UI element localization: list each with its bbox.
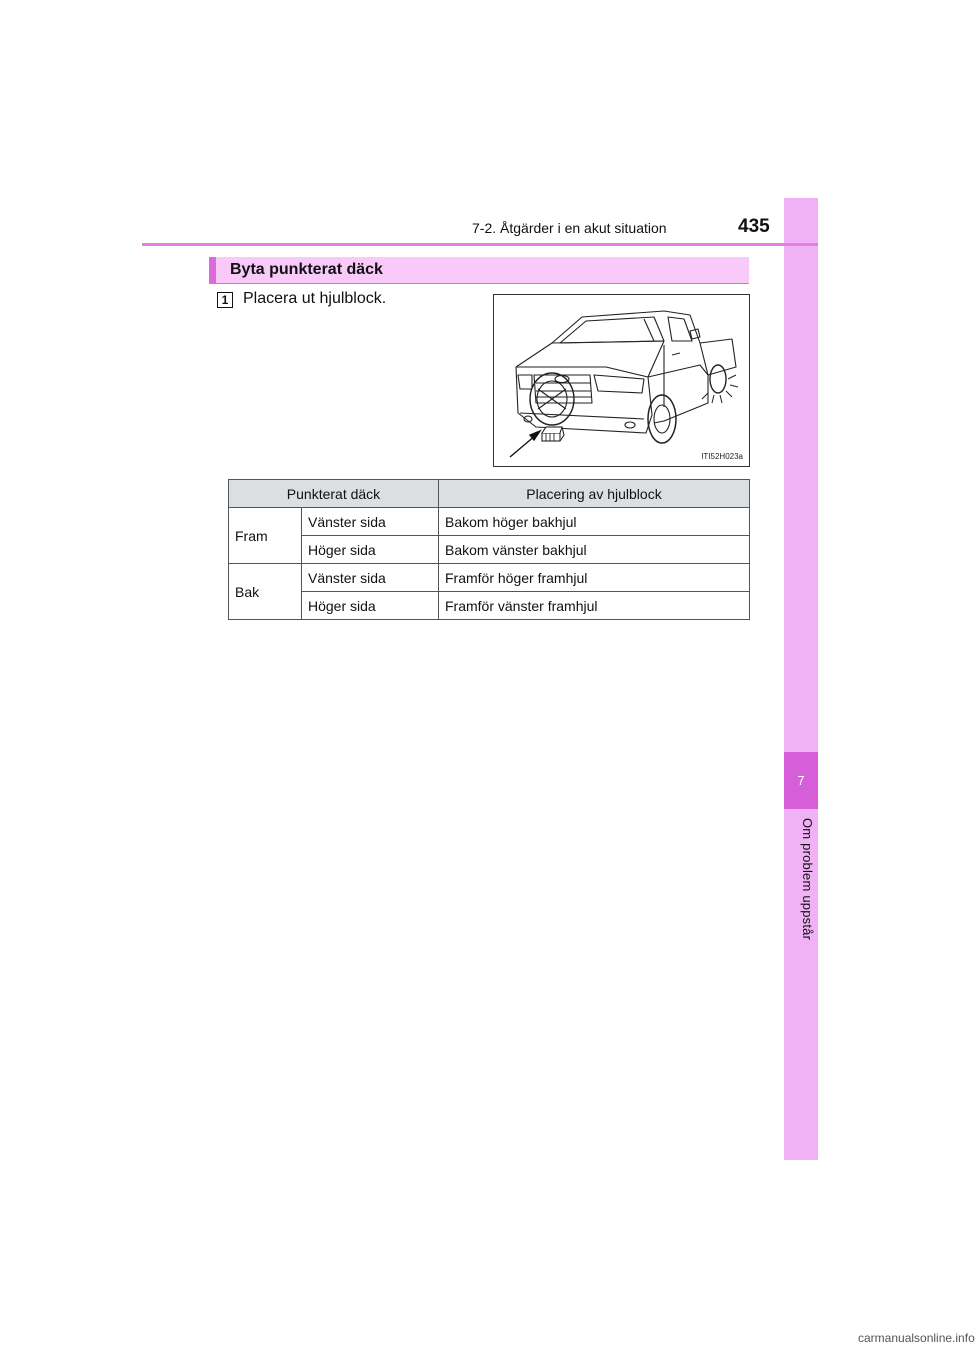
chapter-number-badge: 7 (784, 752, 818, 809)
wheel-chock-illustration (493, 294, 750, 467)
table-row (229, 564, 750, 592)
figure-code: ITI52H023a (701, 452, 743, 461)
table-cell-side: Vänster sida (302, 508, 439, 536)
table-row (229, 536, 750, 564)
table-cell-side: Höger sida (302, 592, 439, 620)
section-title: Byta punkterat däck (230, 261, 383, 278)
table-group-label: Bak (229, 564, 302, 620)
page-number: 435 (738, 216, 770, 237)
table-cell-side: Vänster sida (302, 564, 439, 592)
wheel-chock-placement-table (228, 479, 750, 620)
step-number-badge: 1 (217, 292, 233, 308)
table-row (229, 592, 750, 620)
table-cell-side: Höger sida (302, 536, 439, 564)
section-header-bar (209, 257, 749, 284)
chapter-title-vertical: Om problem uppstår (800, 818, 815, 941)
table-header-cell: Placering av hjulblock (439, 480, 750, 508)
table-cell-placement: Bakom höger bakhjul (439, 508, 750, 536)
footer-watermark: carmanualsonline.info (858, 1331, 975, 1345)
table-cell-placement: Framför vänster framhjul (439, 592, 750, 620)
table-header-cell: Punkterat däck (229, 480, 439, 508)
pickup-truck-drawing (494, 295, 749, 466)
table-group-label: Fram (229, 508, 302, 564)
step-instruction: Placera ut hjulblock. (243, 290, 387, 307)
wheel-chock (542, 427, 564, 441)
table-cell-placement: Framför höger framhjul (439, 564, 750, 592)
table-row (229, 508, 750, 536)
header-section-title: 7-2. Åtgärder i en akut situation (472, 220, 667, 236)
chapter-side-tab (784, 198, 818, 1160)
header-divider (142, 243, 818, 246)
table-cell-placement: Bakom vänster bakhjul (439, 536, 750, 564)
table-header-row (229, 480, 750, 508)
